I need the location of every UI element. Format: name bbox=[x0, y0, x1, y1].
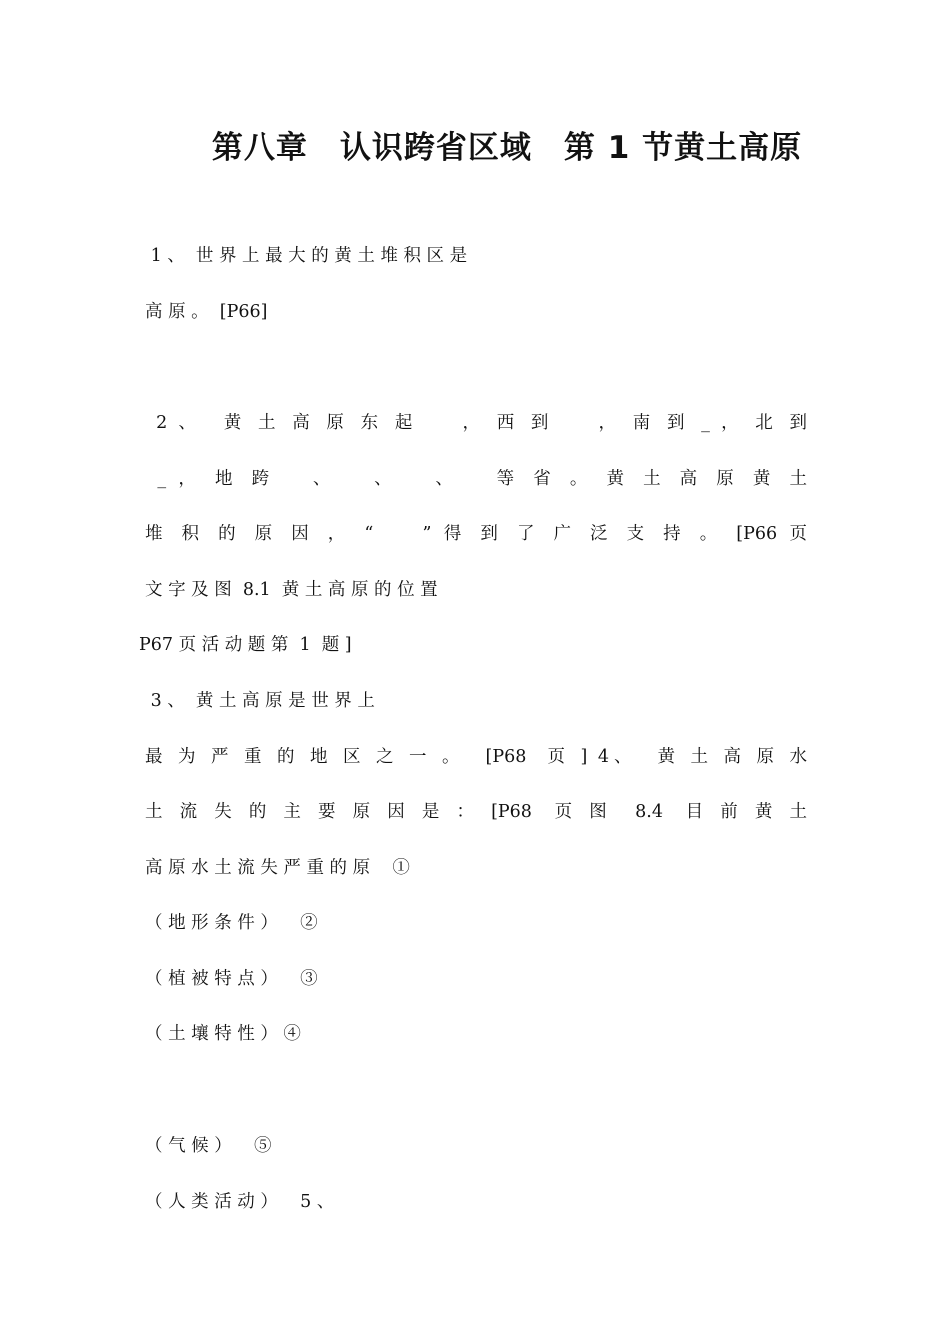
question-3-line-2: 最 为 严 重 的 地 区 之 一 。 [P68 页 ] 4、 黄 土 高 原 水 bbox=[145, 747, 807, 767]
question-2-line-1: 2 、 黄 土 高 原 东 起 ， 西 到 ， 南 到 _ ， 北 到 bbox=[145, 413, 807, 433]
page-title: 第八章 认识跨省区域 第 1 节黄土高原 bbox=[211, 130, 803, 166]
question-4-line-2: 高 原 水 土 流 失 严 重 的 原 ① bbox=[145, 858, 410, 878]
question-2-line-4: 文 字 及 图 8.1 黄 土 高 原 的 位 置 bbox=[145, 580, 438, 600]
answer-item-climate: （ 气 候 ） ⑤ bbox=[145, 1136, 272, 1156]
question-2-line-2: _ ， 地 跨 、 、 、 等 省 。 黄 土 高 原 黄 土 bbox=[145, 469, 807, 489]
answer-item-vegetation: （ 植 被 特 点 ） ③ bbox=[145, 969, 318, 989]
answer-item-soil: （ 土 壤 特 性 ） ④ bbox=[145, 1024, 301, 1044]
answer-item-terrain: （ 地 形 条 件 ） ② bbox=[145, 913, 318, 933]
question-2-line-5: P67 页 活 动 题 第 1 题 ] bbox=[139, 635, 352, 655]
question-2-line-3: 堆 积 的 原 因 ， “ ” 得 到 了 广 泛 支 持 。 [P66 页 bbox=[145, 524, 807, 544]
question-3-line-1: 3 、 黄 土 高 原 是 世 界 上 bbox=[145, 691, 375, 711]
question-1-line-2: 高 原 。 [P66] bbox=[145, 302, 268, 322]
question-4-line-1: 土 流 失 的 主 要 原 因 是 ： [P68 页 图 8.4 目 前 黄 土 bbox=[145, 802, 807, 822]
question-1-line-1: 1 、 世 界 上 最 大 的 黄 土 堆 积 区 是 bbox=[145, 246, 468, 266]
answer-item-human-activity: （ 人 类 活 动 ） 5 、 bbox=[145, 1192, 335, 1212]
